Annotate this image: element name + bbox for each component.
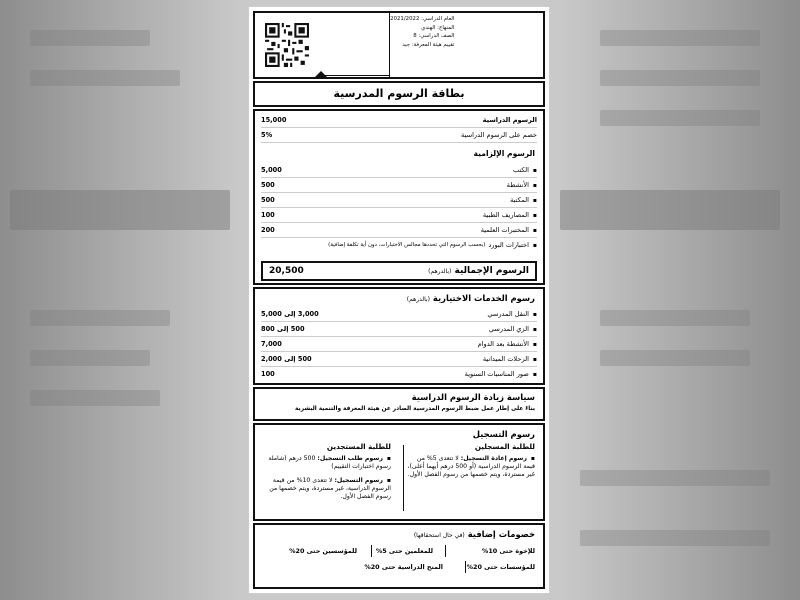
discount-divider [371, 545, 372, 557]
total-value: 20,500 [269, 266, 304, 276]
background-blur-block [30, 310, 170, 326]
meta-year: العام الدراسي: 2021/2022 [390, 16, 455, 22]
policy-heading: سياسة زيادة الرسوم الدراسية [411, 392, 535, 402]
mandatory-item-note: (بحسب الرسوم التي تحددها مجالس الاختبارات، دون أية تكلفة إضافية) [328, 242, 486, 248]
total-unit: (بالدرهم) [428, 268, 452, 275]
mandatory-item-value: 500 [261, 181, 275, 189]
header-section [253, 11, 545, 79]
background-blur-block [30, 70, 180, 86]
registration-divider [403, 445, 404, 511]
policy-section [253, 387, 545, 421]
new-item [261, 455, 391, 471]
meta-bottom-rule [325, 75, 389, 76]
background-blur-block [600, 70, 760, 86]
discounts-note: (في حال استحقاقها) [413, 532, 465, 539]
qr-code-icon[interactable] [265, 23, 309, 67]
background-blur-block [560, 190, 780, 230]
discount-item: للمؤسسات حتى 20% [466, 563, 535, 571]
discount-item: للمعلمين حتى 5% [375, 547, 433, 555]
fees-section [253, 109, 545, 285]
background-blur-block [600, 110, 760, 126]
optional-item-value: 7,000 [261, 340, 282, 348]
optional-unit: (بالدرهم) [406, 296, 430, 303]
meta-rating: تقييم هيئة المعرفة: جيد [402, 41, 455, 48]
total-label: الرسوم الإجمالية [454, 266, 529, 276]
optional-item [261, 307, 537, 322]
mandatory-item [261, 193, 537, 208]
page-title: بطاقة الرسوم المدرسية [333, 87, 465, 100]
optional-item-label: ▪ النقل المدرسي [487, 310, 537, 318]
optional-item-label: ▪ الرحلات الميدانية [483, 355, 537, 363]
mandatory-item-label: ▪ اختبارات البورد [488, 241, 537, 249]
mandatory-item-label: ▪ المكتبة [510, 196, 537, 204]
background-blur-block [10, 190, 230, 230]
new-item [261, 477, 391, 501]
background-blur-block [30, 30, 150, 46]
mandatory-item-value: 500 [261, 196, 275, 204]
tuition-value: 15,000 [261, 116, 287, 124]
discount-item: المنح الدراسية حتى 20% [364, 563, 443, 571]
discount-label: خصم على الرسوم الدراسية [461, 131, 537, 139]
mandatory-item-label: ▪ الأنشطة [507, 181, 537, 189]
mandatory-item-label: ▪ المصاريف الطبية [483, 211, 537, 219]
new-item-text: 500 درهم (شاملة رسوم اختبارات التقييم) [268, 455, 391, 470]
optional-item [261, 367, 537, 381]
tuition-row [261, 113, 537, 128]
background-blur-block [30, 390, 160, 406]
optional-item [261, 352, 537, 367]
discounts-heading-wrap [414, 529, 535, 539]
discount-divider [445, 545, 446, 557]
enrolled-item [405, 455, 535, 479]
optional-item [261, 322, 537, 337]
enrolled-heading: للطلبة المسجلين [474, 442, 535, 451]
mandatory-heading: الرسوم الإلزامية [473, 149, 535, 158]
optional-item-value: 500 إلى 800 [261, 325, 305, 333]
fee-card [248, 6, 550, 594]
optional-item-value: 500 إلى 2,000 [261, 355, 312, 363]
background-blur-block [600, 310, 750, 326]
meta-curriculum: المنهاج: الهندي [421, 24, 455, 31]
policy-text: بناءً على إطار عمل ضبط الرسوم المدرسية الصادر عن هيئة المعرفة والتنمية البشرية [295, 406, 535, 412]
discount-value: 5% [261, 131, 273, 139]
optional-item-value: 100 [261, 370, 275, 378]
discount-row [261, 128, 537, 143]
discount-divider [465, 561, 466, 573]
mandatory-item-label: ▪ المختبرات العلمية [481, 226, 537, 234]
mandatory-item [261, 238, 537, 252]
background-blur-block [30, 350, 150, 366]
mandatory-item [261, 208, 537, 223]
registration-heading: رسوم التسجيل [472, 429, 535, 439]
new-item-label: رسوم طلب التسجيل: [317, 455, 383, 462]
new-item-text: لا تتعدى 10% من قيمة الرسوم الدراسية، غير مستردة، ويتم خصمها من رسوم الفصل الأول. [269, 477, 391, 500]
background-blur-block [580, 530, 770, 546]
background-blur-block [600, 350, 750, 366]
title-section [253, 81, 545, 107]
enrolled-column [405, 443, 535, 479]
background-blur-block [580, 470, 770, 486]
optional-item-label: ▪ صور المناسبات السنوية [465, 370, 537, 378]
meta-divider [389, 13, 390, 77]
registration-section [253, 423, 545, 521]
mandatory-item-label: ▪ الكتب [513, 166, 537, 174]
discount-item: للمؤسسين حتى 20% [289, 547, 357, 555]
total-box [261, 261, 537, 281]
optional-item-value: 3,000 إلى 5,000 [261, 310, 319, 318]
optional-heading-wrap [407, 293, 535, 303]
new-item-label: رسوم التسجيل: [334, 477, 383, 484]
mandatory-item-value: 100 [261, 211, 275, 219]
total-label-wrap [428, 266, 529, 276]
optional-section [253, 287, 545, 385]
enrolled-item-label: رسوم إعادة التسجيل: [460, 455, 527, 462]
discounts-heading: خصومات إضافية [467, 529, 535, 539]
discount-item: للإخوة حتى 10% [481, 547, 535, 555]
optional-item-label: ▪ الأنشطة بعد الدوام [478, 340, 537, 348]
mandatory-item [261, 223, 537, 238]
corner-triangle-icon [315, 71, 327, 77]
background-blur-block [600, 30, 760, 46]
mandatory-item [261, 178, 537, 193]
enrolled-item-text: لا تتعدى 5% من قيمة الرسوم الدراسية (أو 500 درهم أيهما أعلى)، غير مستردة، ويتم خصمها من رسوم الفصل الأول. [407, 455, 535, 478]
optional-item-label: ▪ الزي المدرسي [489, 325, 537, 333]
discounts-section [253, 523, 545, 589]
mandatory-item-value: 5,000 [261, 166, 282, 174]
mandatory-item-value: 200 [261, 226, 275, 234]
new-heading: للطلبة المستجدين [326, 442, 391, 451]
optional-heading: رسوم الخدمات الاختيارية [432, 293, 535, 303]
school-meta [345, 16, 454, 50]
mandatory-item [261, 163, 537, 178]
tuition-label: الرسوم الدراسية [482, 116, 537, 124]
optional-item [261, 337, 537, 352]
new-column [261, 443, 391, 501]
meta-grade: الصف الدراسي: 8 [413, 33, 455, 40]
